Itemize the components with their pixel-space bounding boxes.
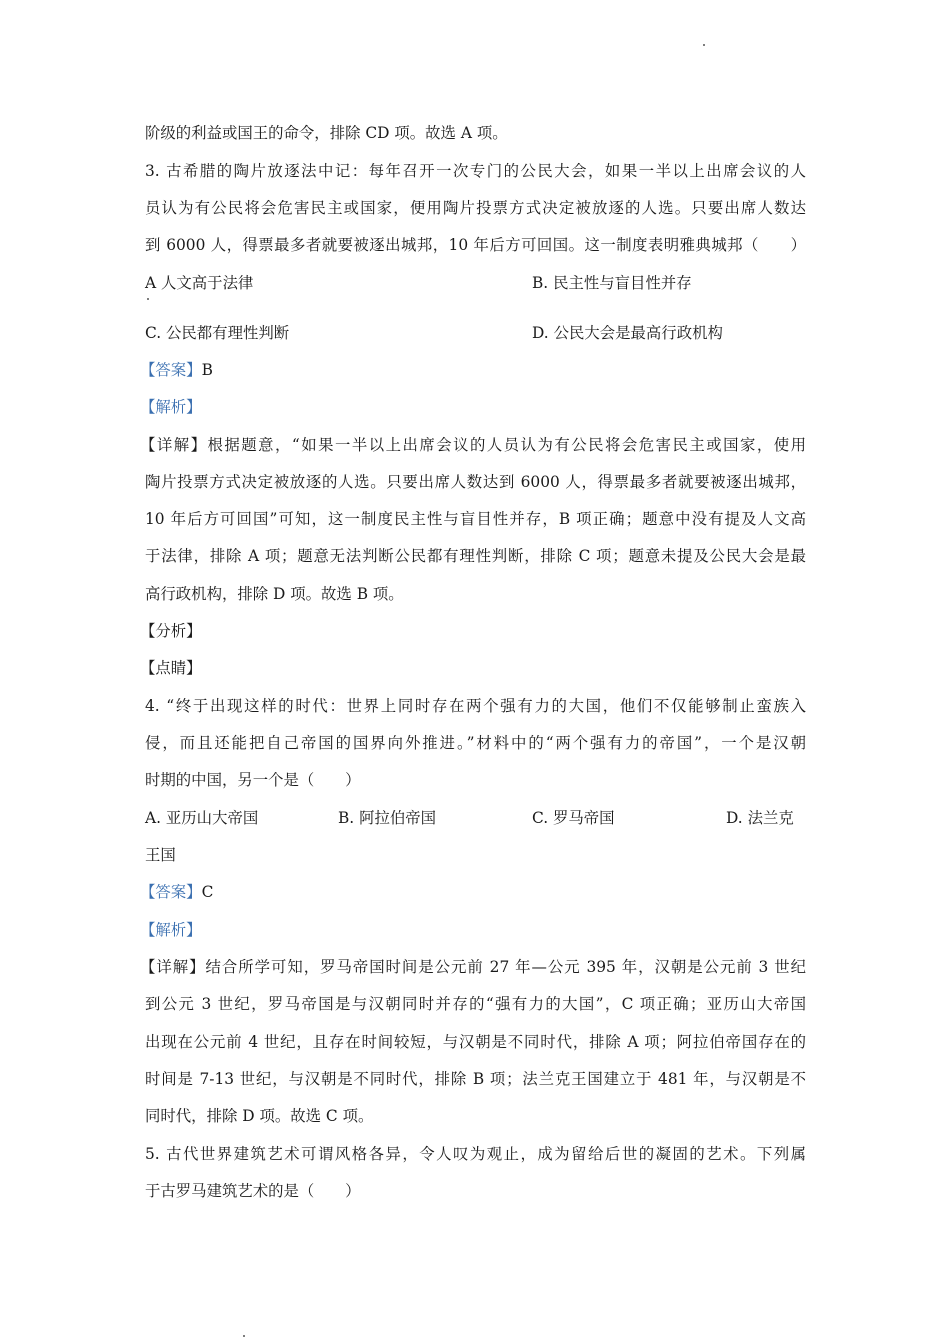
question-4-line: 4. “终于出现这样的时代：世界上同时存在两个强有力的大国，他们不仅能够制止蛮族入 xyxy=(145,697,806,715)
question-4-option-a: A. 亚历山大帝国 xyxy=(145,809,259,827)
detail-line: 同时代，排除 D 项。故选 C 项。 xyxy=(145,1107,374,1125)
analysis-label: 【解析】 xyxy=(140,398,202,416)
detail-text: 根据题意，“如果一半以上出席会议的人员认为有公民将会危害民主或国家，使用 xyxy=(207,436,806,454)
question-3-line: 到 6000 人，得票最多者就要被逐出城邦，10 年后方可回国。这一制度表明雅典城邦（ ） xyxy=(145,236,806,254)
detail-line: 出现在公元前 4 世纪，且存在时间较短，与汉朝是不同时代，排除 A 项；阿拉伯帝国存在的 xyxy=(145,1033,806,1051)
paragraph-line: 阶级的利益或国王的命令，排除 CD 项。故选 A 项。 xyxy=(145,124,508,142)
question-4-answer xyxy=(140,882,801,902)
fenxi-label: 【分析】 xyxy=(140,622,202,640)
speck xyxy=(243,1335,245,1337)
answer-value: C xyxy=(201,883,214,901)
question-3-option-a: A 人文高于法律 xyxy=(145,274,254,292)
question-5-line: 于古罗马建筑艺术的是（ ） xyxy=(145,1182,361,1200)
detail-line: 10 年后方可回国”可知，这一制度民主性与盲目性并存，B 项正确；题意中没有提及人文高 xyxy=(145,510,806,528)
question-3-option-d: D. 公民大会是最高行政机构 xyxy=(532,324,723,342)
detail-line xyxy=(140,435,806,455)
question-3-line: 3. 古希腊的陶片放逐法中记：每年召开一次专门的公民大会，如果一半以上出席会议的人 xyxy=(145,162,806,180)
speck xyxy=(147,298,149,300)
detail-line xyxy=(140,957,806,977)
question-4-option-d-cont: 王国 xyxy=(145,846,176,864)
detail-line: 于法律，排除 A 项；题意无法判断公民都有理性判断，排除 C 项；题意未提及公民大会是最 xyxy=(145,547,806,565)
question-3-answer xyxy=(140,360,801,380)
question-3-option-c: C. 公民都有理性判断 xyxy=(145,324,290,342)
question-4-option-c: C. 罗马帝国 xyxy=(532,809,615,827)
analysis-label: 【解析】 xyxy=(140,921,202,939)
detail-label: 【详解】 xyxy=(140,436,208,454)
question-3-line: 员认为有公民将会危害民主或国家，便用陶片投票方式决定被放逐的人选。只要出席人数达 xyxy=(145,199,806,217)
detail-line: 到公元 3 世纪，罗马帝国是与汉朝同时并存的“强有力的大国”，C 项正确；亚历山大帝国 xyxy=(145,995,806,1013)
question-5-line: 5. 古代世界建筑艺术可谓风格各异，令人叹为观止，成为留给后世的凝固的艺术。下列属 xyxy=(145,1145,806,1163)
answer-label: 【答案】 xyxy=(140,883,202,901)
speck xyxy=(703,44,705,46)
answer-value: B xyxy=(201,361,213,379)
detail-text: 结合所学可知，罗马帝国时间是公元前 27 年—公元 395 年，汉朝是公元前 3 世纪 xyxy=(205,958,806,976)
question-4-line: 时期的中国，另一个是（ ） xyxy=(145,771,361,789)
answer-label: 【答案】 xyxy=(140,361,202,379)
detail-line: 时间是 7-13 世纪，与汉朝是不同时代，排除 B 项；法兰克王国建立于 481 年，与汉朝是不 xyxy=(145,1070,806,1088)
question-4-option-b: B. 阿拉伯帝国 xyxy=(338,809,437,827)
detail-label: 【详解】 xyxy=(140,958,206,976)
dianjing-label: 【点睛】 xyxy=(140,659,202,677)
question-4-line: 侵，而且还能把自己帝国的国界向外推进。”材料中的“两个强有力的帝国”，一个是汉朝 xyxy=(145,734,806,752)
detail-line: 陶片投票方式决定被放逐的人选。只要出席人数达到 6000 人，得票最多者就要被逐出城邦， xyxy=(145,473,806,491)
question-4-option-d: D. 法兰克 xyxy=(726,809,794,827)
detail-line: 高行政机构，排除 D 项。故选 B 项。 xyxy=(145,585,404,603)
question-3-option-b: B. 民主性与盲目性并存 xyxy=(532,274,692,292)
